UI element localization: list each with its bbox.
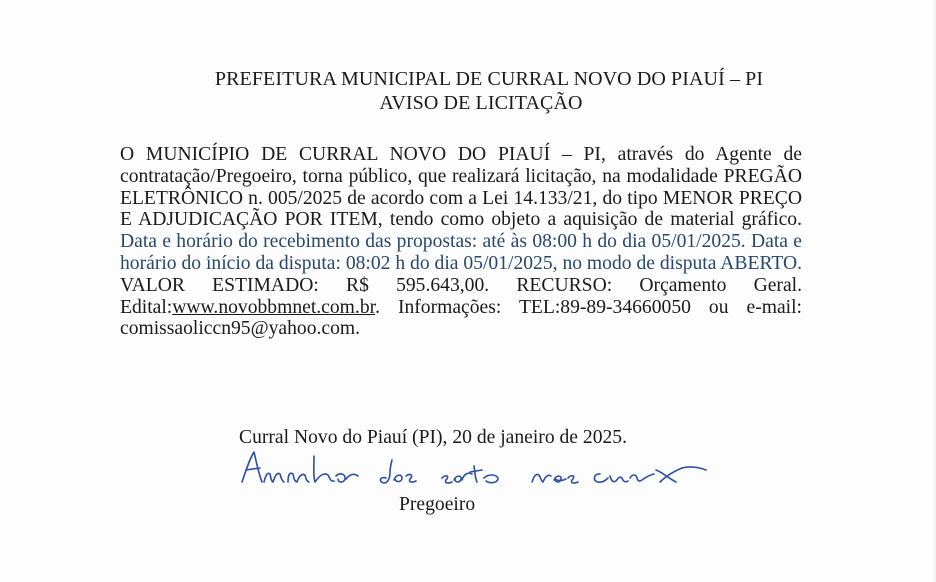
- body-contact-text: . Informações: TEL:89-89-34660050 ou e-mail: comissaoliccn95@yahoo.com.: [120, 296, 802, 340]
- notice-body: [120, 144, 802, 340]
- notice-header-prefeitura: PREFEITURA MUNICIPAL DE CURRAL NOVO DO PIAUÍ – PI: [214, 68, 764, 90]
- edital-link[interactable]: www.novobbmnet.com.br: [172, 296, 376, 318]
- date-place-line: Curral Novo do Piauí (PI), 20 de janeiro de 2025.: [239, 427, 627, 448]
- signer-role: Pregoeiro: [399, 494, 476, 515]
- notice-header-aviso: AVISO DE LICITAÇÃO: [379, 92, 583, 114]
- body-value-text: VALOR ESTIMADO: R$ 595.643,00. RECURSO: Orçamento Geral. Edital:: [120, 274, 802, 318]
- body-intro-text: O MUNICÍPIO DE CURRAL NOVO DO PIAUÍ – PI, através do Agente de contratação/Pregoeiro, torna público, que realizará licitação, na modalidade PREGÃO ELETRÔNICO n. 005/2025 de acordo com a Lei 14.133/21, do tipo MENOR PREÇO E ADJUDICAÇÃO POR ITEM, tendo como objeto a aquisição de material gráfico.: [120, 144, 802, 231]
- body-schedule-text: Data e horário do recebimento das propostas: até às 08:00 h do dia 05/01/2025. Data e horário do início da disputa: 08:02 h do dia 05/01/2025, no modo de disputa ABERTO.: [120, 231, 803, 274]
- handwritten-signature: [236, 448, 716, 494]
